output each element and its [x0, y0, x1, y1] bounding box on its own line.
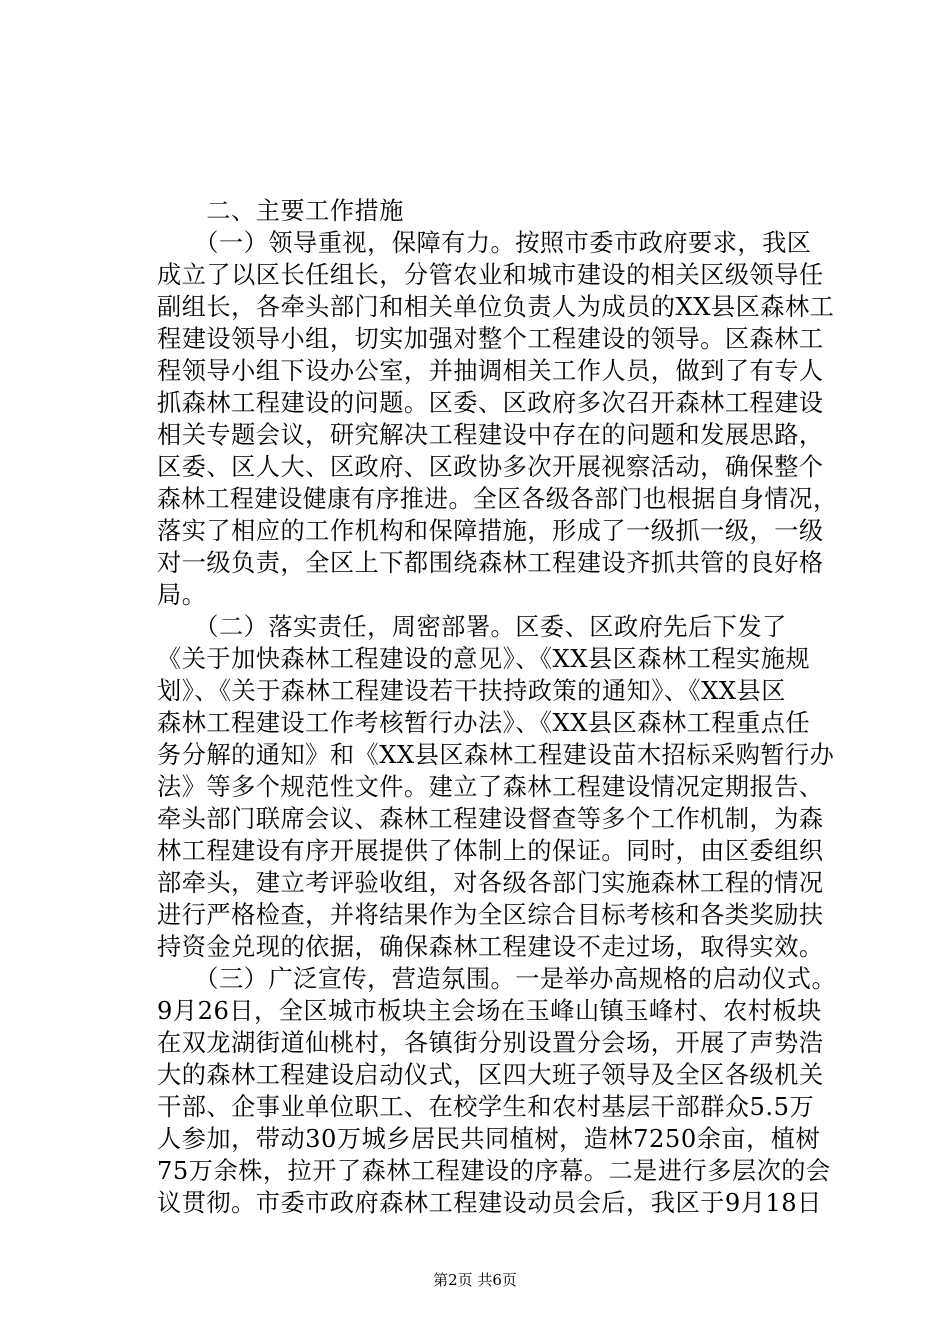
text-line: 对一级负责，全区上下都围绕森林工程建设齐抓共管的良好格: [157, 549, 824, 577]
text-line: （一）领导重视，保障有力。按照市委市政府要求，我区: [157, 229, 812, 257]
text-line: 部牵头，建立考评验收组，对各级各部门实施森林工程的情况: [157, 869, 824, 897]
text-line: 程领导小组下设办公室，并抽调相关工作人员，做到了有专人: [157, 357, 824, 385]
text-line: 程建设领导小组，切实加强对整个工程建设的领导。区森林工: [157, 325, 824, 353]
text-line: 森林工程建设工作考核暂行办法》、《XX县区森林工程重点任: [157, 709, 811, 737]
text-line: 法》等多个规范性文件。建立了森林工程建设情况定期报告、: [157, 773, 824, 801]
text-line: 75万余株，拉开了森林工程建设的序幕。二是进行多层次的会: [157, 1157, 831, 1185]
text-line: 干部、企事业单位职工、在校学生和农村基层干部群众5.5万: [157, 1093, 815, 1121]
text-line: 9月26日，全区城市板块主会场在玉峰山镇玉峰村、农村板块: [157, 997, 822, 1025]
text-line: 森林工程建设健康有序推进。全区各级各部门也根据自身情况，: [157, 485, 838, 513]
text-line: 落实了相应的工作机构和保障措施，形成了一级抓一级，一级: [157, 517, 824, 545]
text-line: 划》、《关于森林工程建设若干扶持政策的通知》、《XX县区: [157, 677, 786, 705]
text-line: （三）广泛宣传，营造氛围。一是举办高规格的启动仪式。: [157, 965, 837, 993]
text-line: 相关专题会议，研究解决工程建设中存在的问题和发展思路，: [157, 421, 824, 449]
text-line: 局。: [157, 581, 207, 609]
text-line: 务分解的通知》和《XX县区森林工程建设苗木招标采购暂行办: [157, 741, 835, 769]
text-line: 牵头部门联席会议、森林工程建设督查等多个工作机制，为森: [157, 805, 824, 833]
text-line: 抓森林工程建设的问题。区委、区政府多次召开森林工程建设: [157, 389, 824, 417]
text-line: 成立了以区长任组长，分管农业和城市建设的相关区级领导任: [157, 261, 824, 289]
text-line: 《关于加快森林工程建设的意见》、《XX县区森林工程实施规: [157, 645, 811, 673]
text-line: （二）落实责任，周密部署。区委、区政府先后下发了: [157, 613, 787, 641]
page-footer: 第2页 共6页: [433, 1271, 517, 1289]
text-line: 人参加，带动30万城乡居民共同植树，造林7250余亩，植树: [157, 1125, 821, 1153]
text-line: 持资金兑现的依据，确保森林工程建设不走过场，取得实效。: [157, 933, 824, 961]
text-line: 在双龙湖街道仙桃村，各镇街分别设置分会场，开展了声势浩: [157, 1029, 824, 1057]
text-line: 进行严格检查，并将结果作为全区综合目标考核和各类奖励扶: [157, 901, 824, 929]
text-line: 区委、区人大、区政府、区政协多次开展视察活动，确保整个: [157, 453, 824, 481]
text-line: 议贯彻。市委市政府森林工程建设动员会后，我区于9月18日: [157, 1189, 822, 1217]
text-line: 大的森林工程建设启动仪式，区四大班子领导及全区各级机关: [157, 1061, 824, 1089]
text-line: 副组长，各牵头部门和相关单位负责人为成员的XX县区森林工: [157, 293, 835, 321]
text-line: 二、主要工作措施: [157, 197, 404, 225]
text-line: 林工程建设有序开展提供了体制上的保证。同时，由区委组织: [157, 837, 824, 865]
